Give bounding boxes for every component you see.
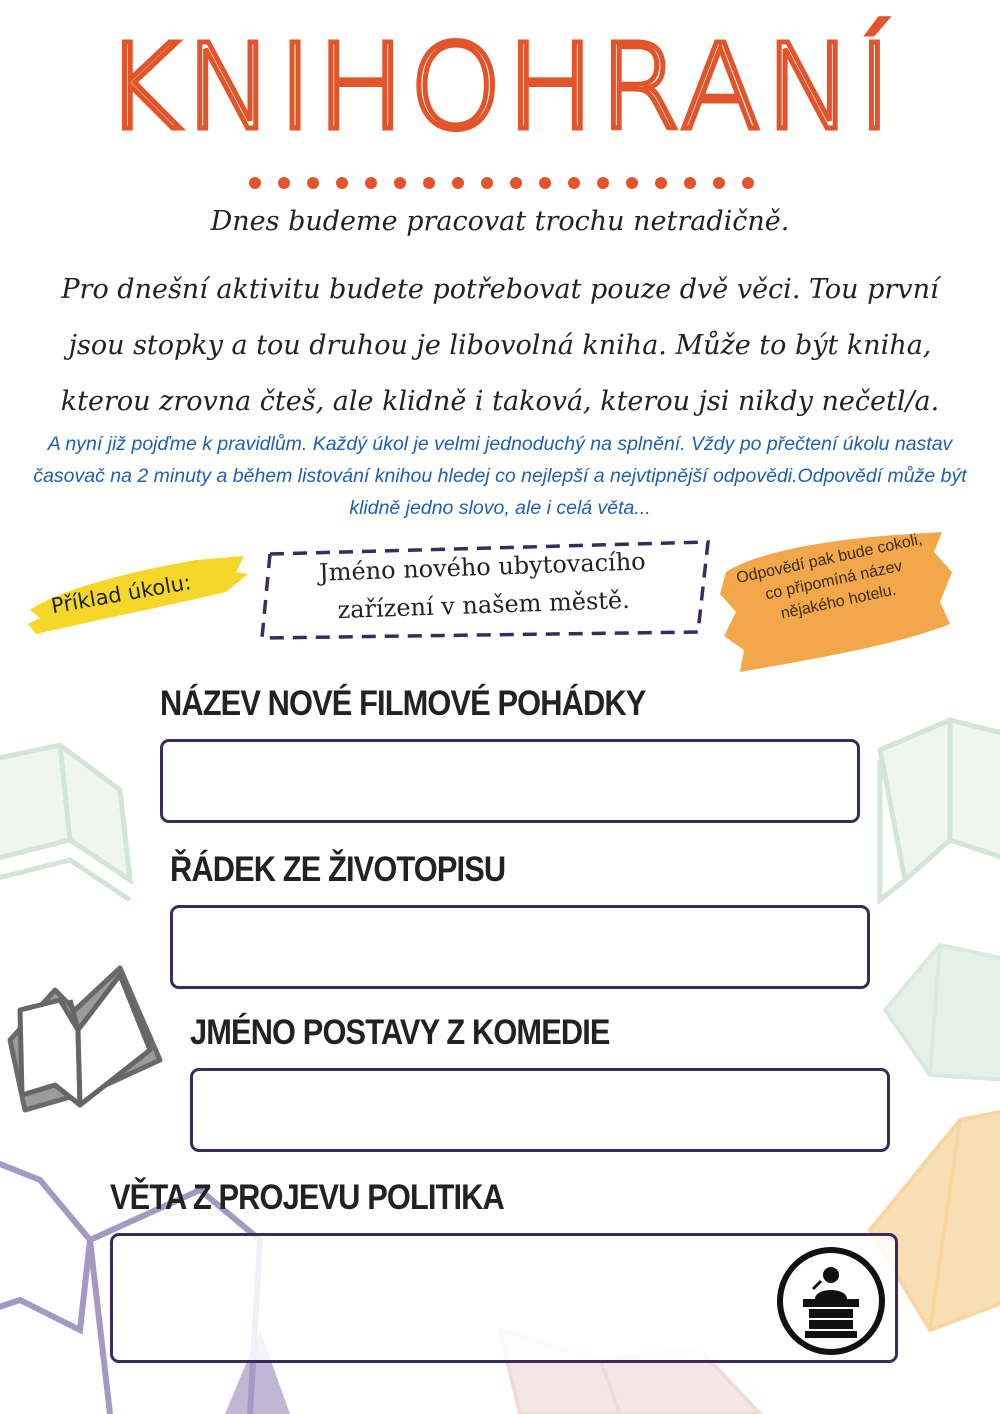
task-2-label: ŘÁDEK ZE ŽIVOTOPISU xyxy=(170,850,506,889)
page-title: KNIHOHRANÍ xyxy=(104,18,896,156)
open-book-icon xyxy=(0,745,130,900)
example-label: Příklad úkolu: xyxy=(49,570,193,619)
intro-first-line: Dnes budeme pracovat trochu netradičně. xyxy=(210,206,790,237)
task-1-answer-box[interactable] xyxy=(160,739,860,823)
intro-paragraph: Pro dnešní aktivitu budete potřebovat pouze dvě věci. Tou první jsou stopky a tou druhou je libovolná kniha. Může to být kniha, kterou zrovna čteš, ale klidně i taková, kterou jsi nikdy nečetl/a. xyxy=(60,274,940,417)
example-note-text: Odpovědí pak bude cokoli, co připomíná název nějakého hotelu. xyxy=(734,530,924,623)
rules-paragraph: A nyní již pojďme k pravidlům. Každý úkol je velmi jednoduchý na splnění. Vždy po přečtení úkolu nastav časovač na 2 minuty a během listování knihou hledej co nejlepší a nejvtipnější odpovědi.Odpovědí může být klidně jedno slovo, ale i celá věta... xyxy=(33,433,967,519)
task-2-answer-box[interactable] xyxy=(170,905,870,989)
podium-speaker-icon xyxy=(775,1245,887,1357)
example-label-highlight xyxy=(26,552,248,634)
task-3-answer-box[interactable] xyxy=(190,1068,890,1152)
open-book-icon xyxy=(10,968,160,1110)
task-4-label: VĚTA Z PROJEVU POLITIKA xyxy=(110,1178,504,1217)
task-1-label: NÁZEV NOVÉ FILMOVÉ POHÁDKY xyxy=(160,684,646,723)
example-task-text: Jméno nového ubytovacího zařízení v našem městě. xyxy=(318,547,647,625)
task-3-label: JMÉNO POSTAVY Z KOMEDIE xyxy=(190,1013,610,1052)
open-book-icon xyxy=(885,945,1000,1080)
dotted-divider xyxy=(248,176,758,190)
open-book-icon xyxy=(880,720,1000,900)
